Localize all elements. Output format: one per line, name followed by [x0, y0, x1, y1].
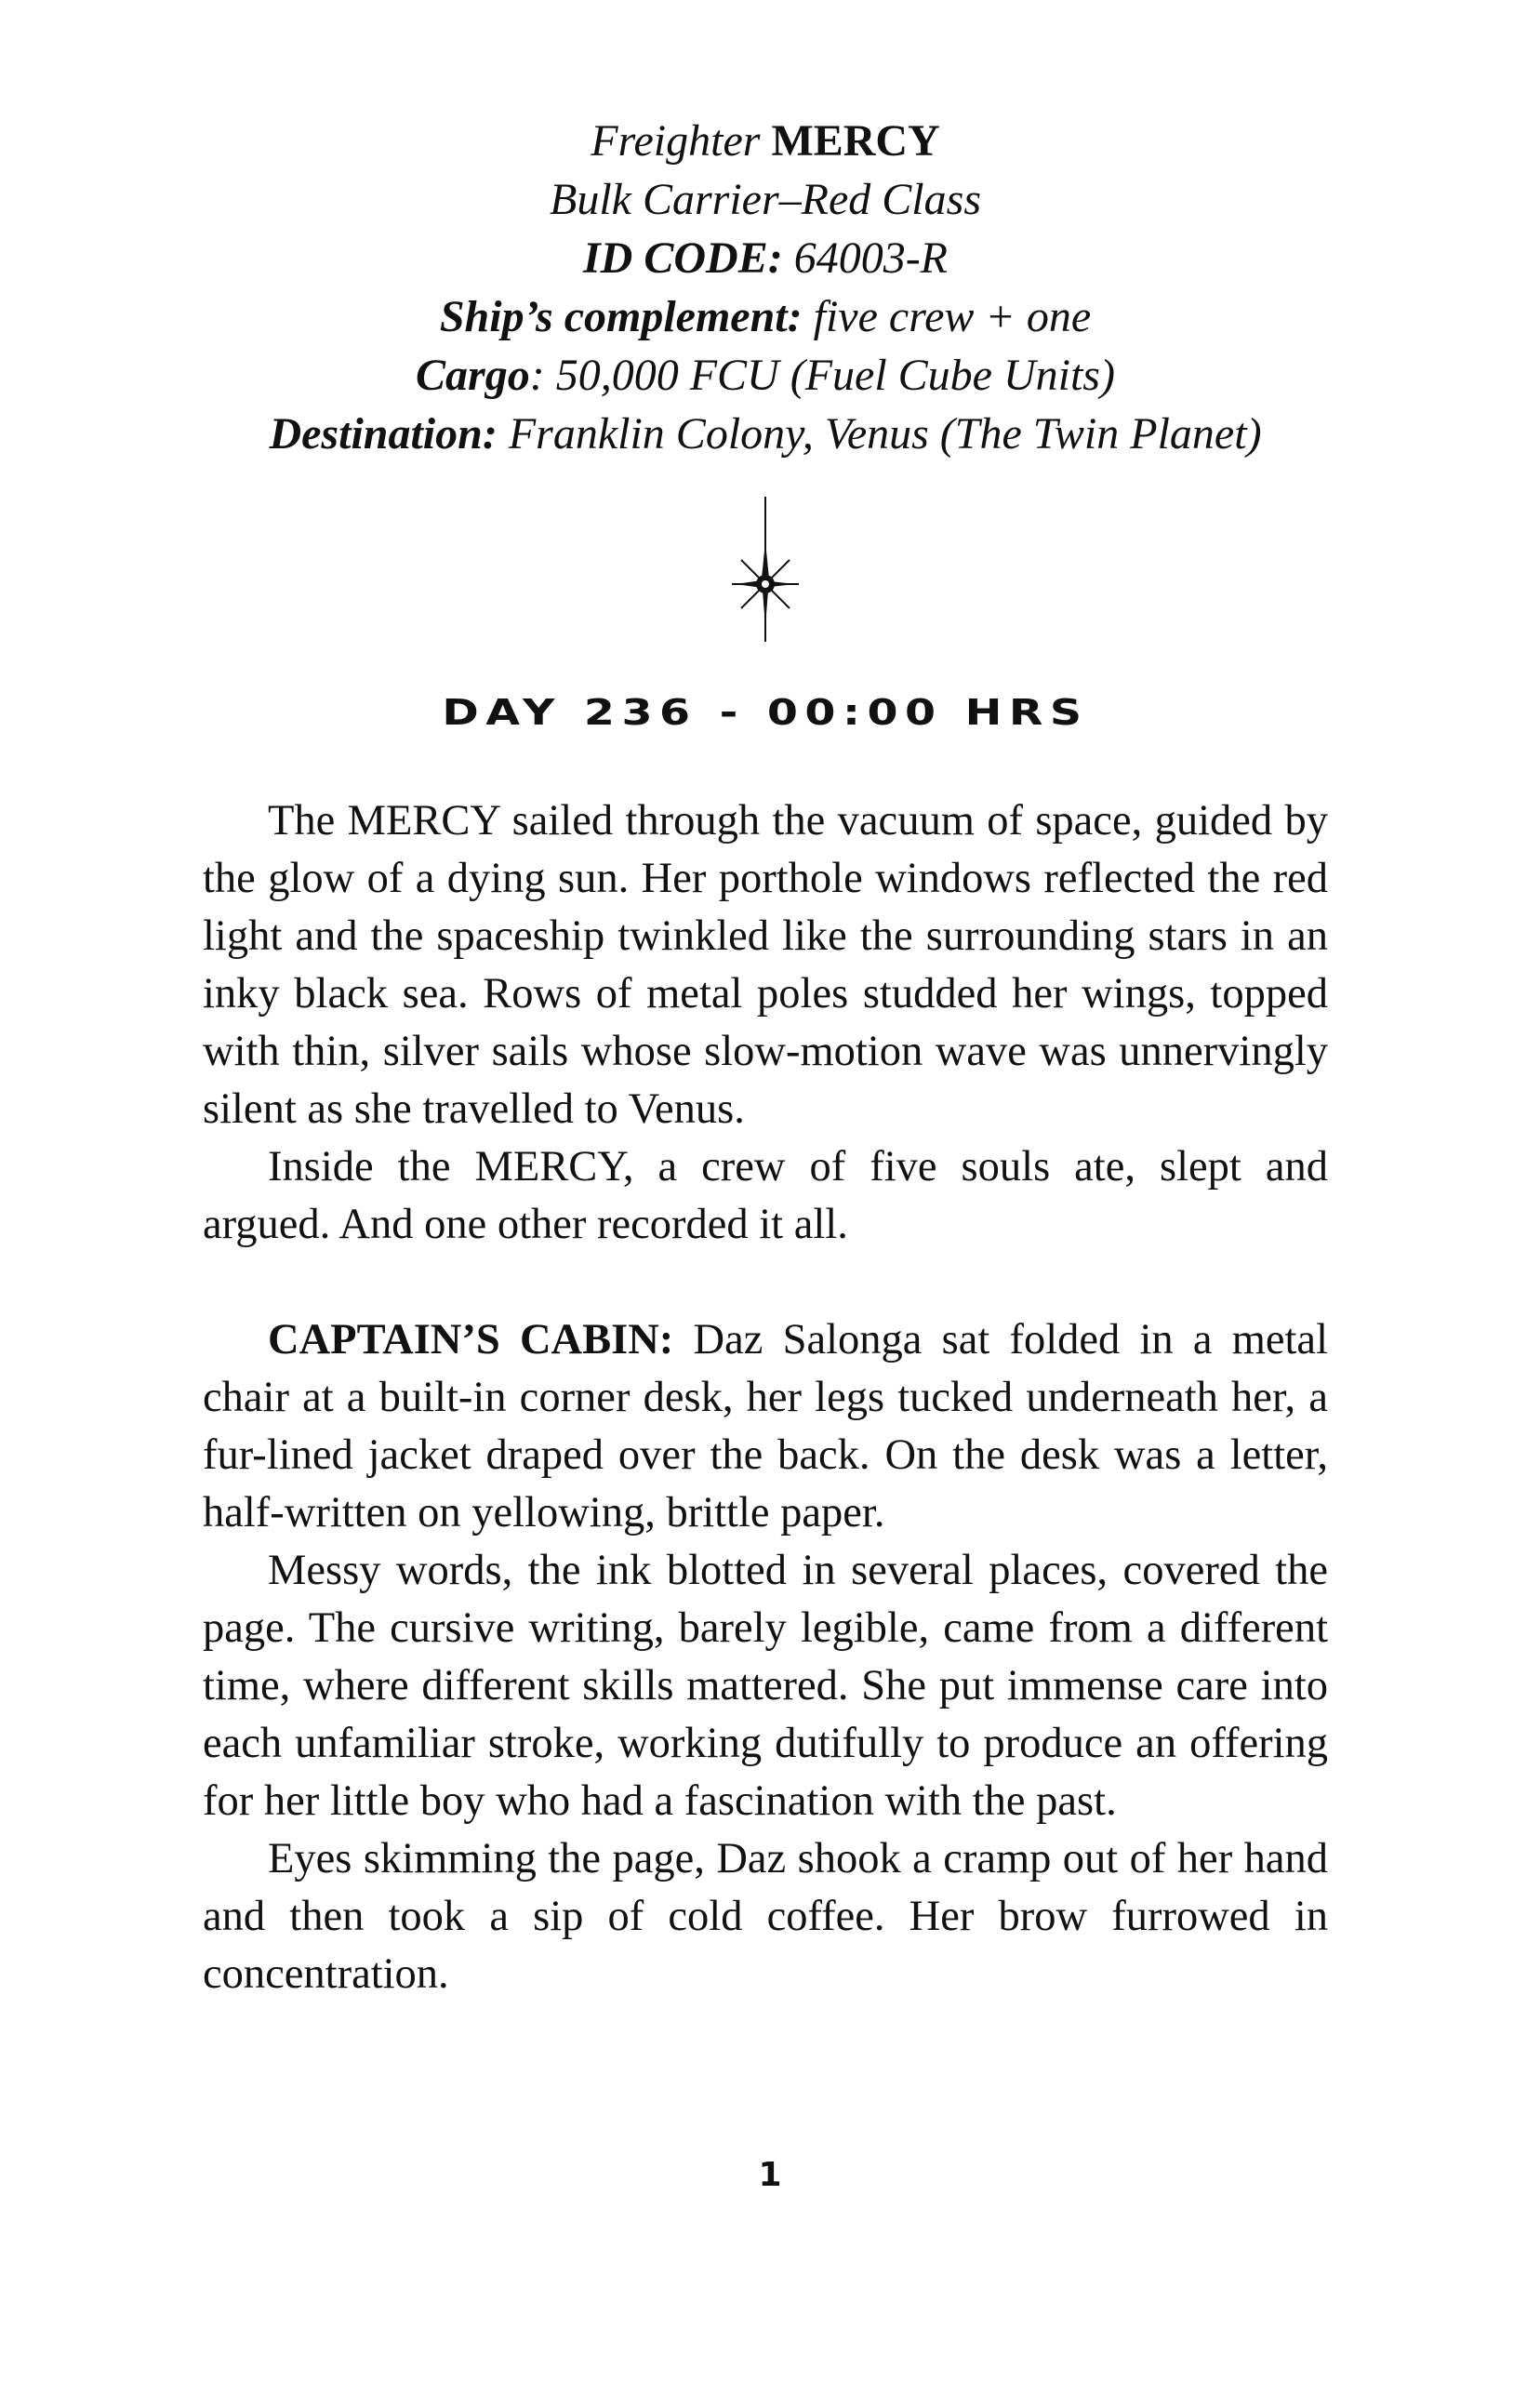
id-code-line: ID CODE: 64003-R [583, 233, 948, 283]
book-page [203, 112, 1328, 2003]
ship-manifest-header [203, 112, 1328, 463]
complement-line: Ship’s complement: five crew + one [439, 292, 1092, 341]
paragraph: Inside the MERCY, a crew of five souls ate, slept and argued. And one other recorded it all. [203, 1143, 1328, 1248]
scene-location-label: CAPTAIN’S CABIN: [268, 1316, 674, 1363]
cargo-line: Cargo: 50,000 FCU (Fuel Cube Units) [416, 351, 1115, 400]
ship-name: MERCY [771, 116, 940, 166]
body-text [203, 792, 1328, 2003]
paragraph: Eyes skimming the page, Daz shook a cramp out of her hand and then took a sip of cold coffee. Her brow furrowed in concentration. [203, 1835, 1328, 1998]
paragraph: CAPTAIN’S CABIN: Daz Salonga sat folded in a metal chair at a built-in corner desk, her legs tucked underneath her, a fur-lined jacket draped over the back. On the desk was a letter, half-written on yellowing, brittle paper. [203, 1316, 1328, 1536]
paragraph: The MERCY sailed through the vacuum of space, guided by the glow of a dying sun. Her porthole windows reflected the red light and the spaceship twinkled like the surrounding stars in an inky black sea. Rows of metal poles studded her wings, topped with thin, silver sails whose slow-motion wave was unnervingly silent as she travelled to Venus. [203, 797, 1328, 1133]
star-burst-icon [728, 495, 803, 644]
ship-name-line: Freighter MERCY [591, 116, 940, 166]
section-heading: DAY 236 - 00:00 HRS [442, 692, 1089, 733]
destination-line: Destination: Franklin Colony, Venus (The Twin Planet) [269, 409, 1262, 459]
ship-class-line: Bulk Carrier–Red Class [550, 175, 981, 224]
paragraph: Messy words, the ink blotted in several places, covered the page. The cursive writing, barely legible, came from a different time, where different skills mattered. She put immense care into each unfamiliar stroke, working dutifully to produce an offering for her little boy who had a fascination with the past. [203, 1547, 1328, 1825]
page-number: 1 [758, 2156, 782, 2194]
